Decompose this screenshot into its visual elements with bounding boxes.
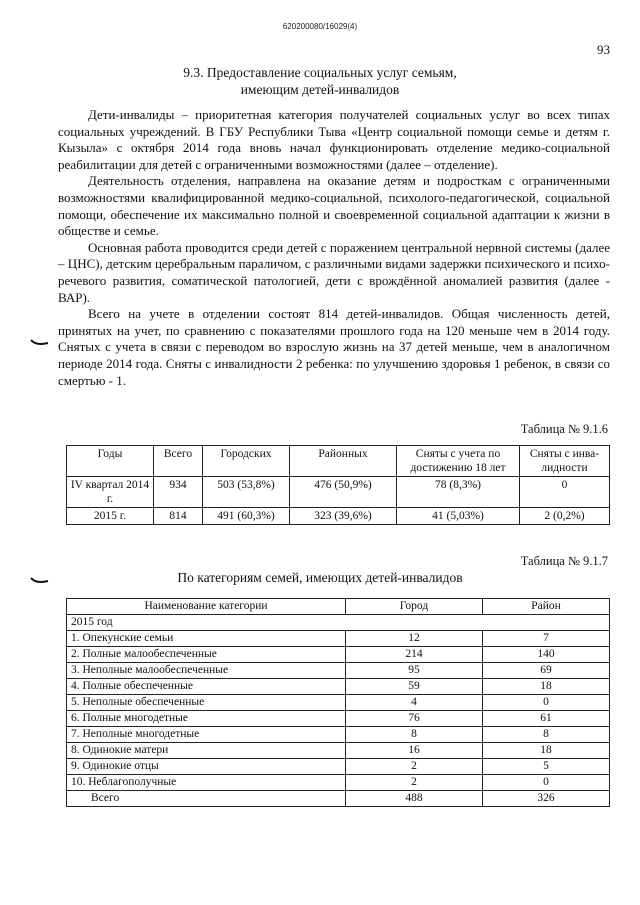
category-name: 1. Опекунские семьи	[67, 631, 346, 647]
district-value: 0	[483, 775, 610, 791]
paragraph: Всего на учете в отделении состоят 814 детей-инвалидов. Общая численность детей, принятых на учет, по сравнению с показателями прошлого года на 120 меньше чем в 2014 году. Снятых с учета в связи с переводом во взрослую жизнь на 37 детей меньше, чем в аналогичном периоде 2014 года. Сняты с инвалидности 2 ребенка: по улучшению здоровья 1 ребенок, в связи со смертью - 1.	[58, 306, 610, 388]
table-cell: 934	[154, 477, 203, 508]
district-value: 7	[483, 631, 610, 647]
table-cell: 491 (60,3%)	[203, 508, 290, 525]
category-name: 5. Неполные обеспеченные	[67, 695, 346, 711]
total-label: Всего	[67, 791, 346, 807]
section-title-line-2: имеющим детей-инвалидов	[240, 82, 400, 97]
total-city: 488	[346, 791, 483, 807]
district-value: 5	[483, 759, 610, 775]
district-value: 69	[483, 663, 610, 679]
city-value: 214	[346, 647, 483, 663]
table-cell: 41 (5,03%)	[397, 508, 520, 525]
paragraph: Основная работа проводится среди детей с поражением центральной нервной системы (далее – ЦНС), детским церебральным параличом, с различными видами задержки психического и психо-речевого развития, соматической патологией, дети с врождённой аномалией развития (далее - ВАР).	[58, 239, 610, 305]
table-cell: 323 (39,6%)	[290, 508, 397, 525]
column-header: Город	[346, 599, 483, 615]
city-value: 76	[346, 711, 483, 727]
city-value: 95	[346, 663, 483, 679]
table-row	[67, 647, 610, 663]
family-category-table	[66, 598, 610, 807]
city-value: 2	[346, 775, 483, 791]
table-row	[67, 743, 610, 759]
column-header: Районных	[290, 446, 397, 477]
body-text	[58, 107, 610, 389]
table-header-row	[67, 446, 610, 477]
district-value: 61	[483, 711, 610, 727]
city-value: 16	[346, 743, 483, 759]
category-name: 3. Неполные малообеспеченные	[67, 663, 346, 679]
table1-caption: Таблица № 9.1.6	[520, 422, 608, 436]
table-row	[67, 679, 610, 695]
city-value: 12	[346, 631, 483, 647]
table-row	[67, 775, 610, 791]
table-cell: 503 (53,8%)	[203, 477, 290, 508]
table-row	[67, 663, 610, 679]
table2-caption: Таблица № 9.1.7	[520, 554, 608, 568]
accounting-table	[66, 445, 610, 525]
column-header: Всего	[154, 446, 203, 477]
district-value: 8	[483, 727, 610, 743]
table-cell: IV квартал 2014 г.	[67, 477, 154, 508]
paragraph: Деятельность отделения, направлена на оказание детям и подросткам с ограниченными возможностями квалифицированной медико-социальной, психолого-педагогической, социальной помощи, обеспечение их максимально полной и своевременной социальной адаптации к жизни в обществе и семье.	[58, 173, 610, 239]
table-cell: 2015 г.	[67, 508, 154, 525]
district-value: 140	[483, 647, 610, 663]
category-name: 2. Полные малообеспеченные	[67, 647, 346, 663]
table-header-row	[67, 599, 610, 615]
category-name: 8. Одинокие матери	[67, 743, 346, 759]
city-value: 8	[346, 727, 483, 743]
table-row	[67, 695, 610, 711]
column-header: Сняты с инвалидности	[520, 446, 610, 477]
table-row	[67, 727, 610, 743]
table-row	[67, 615, 610, 631]
total-row	[67, 791, 610, 807]
document-code: 620200080/16029(4)	[282, 22, 358, 31]
section-title	[0, 64, 640, 98]
city-value: 59	[346, 679, 483, 695]
district-value: 0	[483, 695, 610, 711]
column-header: Годы	[67, 446, 154, 477]
column-header: Наименование категории	[67, 599, 346, 615]
category-name: 9. Одинокие отцы	[67, 759, 346, 775]
column-header: Сняты с учета по достижению 18 лет	[397, 446, 520, 477]
column-header: Городских	[203, 446, 290, 477]
table-row	[67, 759, 610, 775]
category-name: 4. Полные обеспеченные	[67, 679, 346, 695]
table-row	[67, 508, 610, 525]
table-cell: 2 (0,2%)	[520, 508, 610, 525]
section-title-line-1: 9.3. Предоставление социальных услуг семьям,	[183, 65, 457, 80]
column-header: Район	[483, 599, 610, 615]
table-cell: 0	[520, 477, 610, 508]
paragraph: Дети-инвалиды – приоритетная категория получателей социальных услуг во всех типах социальных учреждений. В ГБУ Республики Тыва «Центр социальной помощи семье и детям г. Кызыла» с октября 2014 года вновь начал функционировать отделение медико-социальной реабилитации для детей с ограниченными возможностями (далее – отделение).	[58, 107, 610, 172]
category-name: 6. Полные многодетные	[67, 711, 346, 727]
category-name: 10. Неблагополучные	[67, 775, 346, 791]
city-value: 2	[346, 759, 483, 775]
year-label: 2015 год	[67, 615, 610, 631]
table-row	[67, 477, 610, 508]
table-row	[67, 631, 610, 647]
total-district: 326	[483, 791, 610, 807]
district-value: 18	[483, 679, 610, 695]
table-cell: 476 (50,9%)	[290, 477, 397, 508]
city-value: 4	[346, 695, 483, 711]
table-cell: 814	[154, 508, 203, 525]
table-cell: 78 (8,3%)	[397, 477, 520, 508]
page-number: 93	[597, 42, 610, 57]
checkmark-icon	[30, 338, 50, 348]
category-name: 7. Неполные многодетные	[67, 727, 346, 743]
district-value: 18	[483, 743, 610, 759]
table-row	[67, 711, 610, 727]
table2-title: По категориям семей, имеющих детей-инвалидов	[177, 570, 463, 585]
